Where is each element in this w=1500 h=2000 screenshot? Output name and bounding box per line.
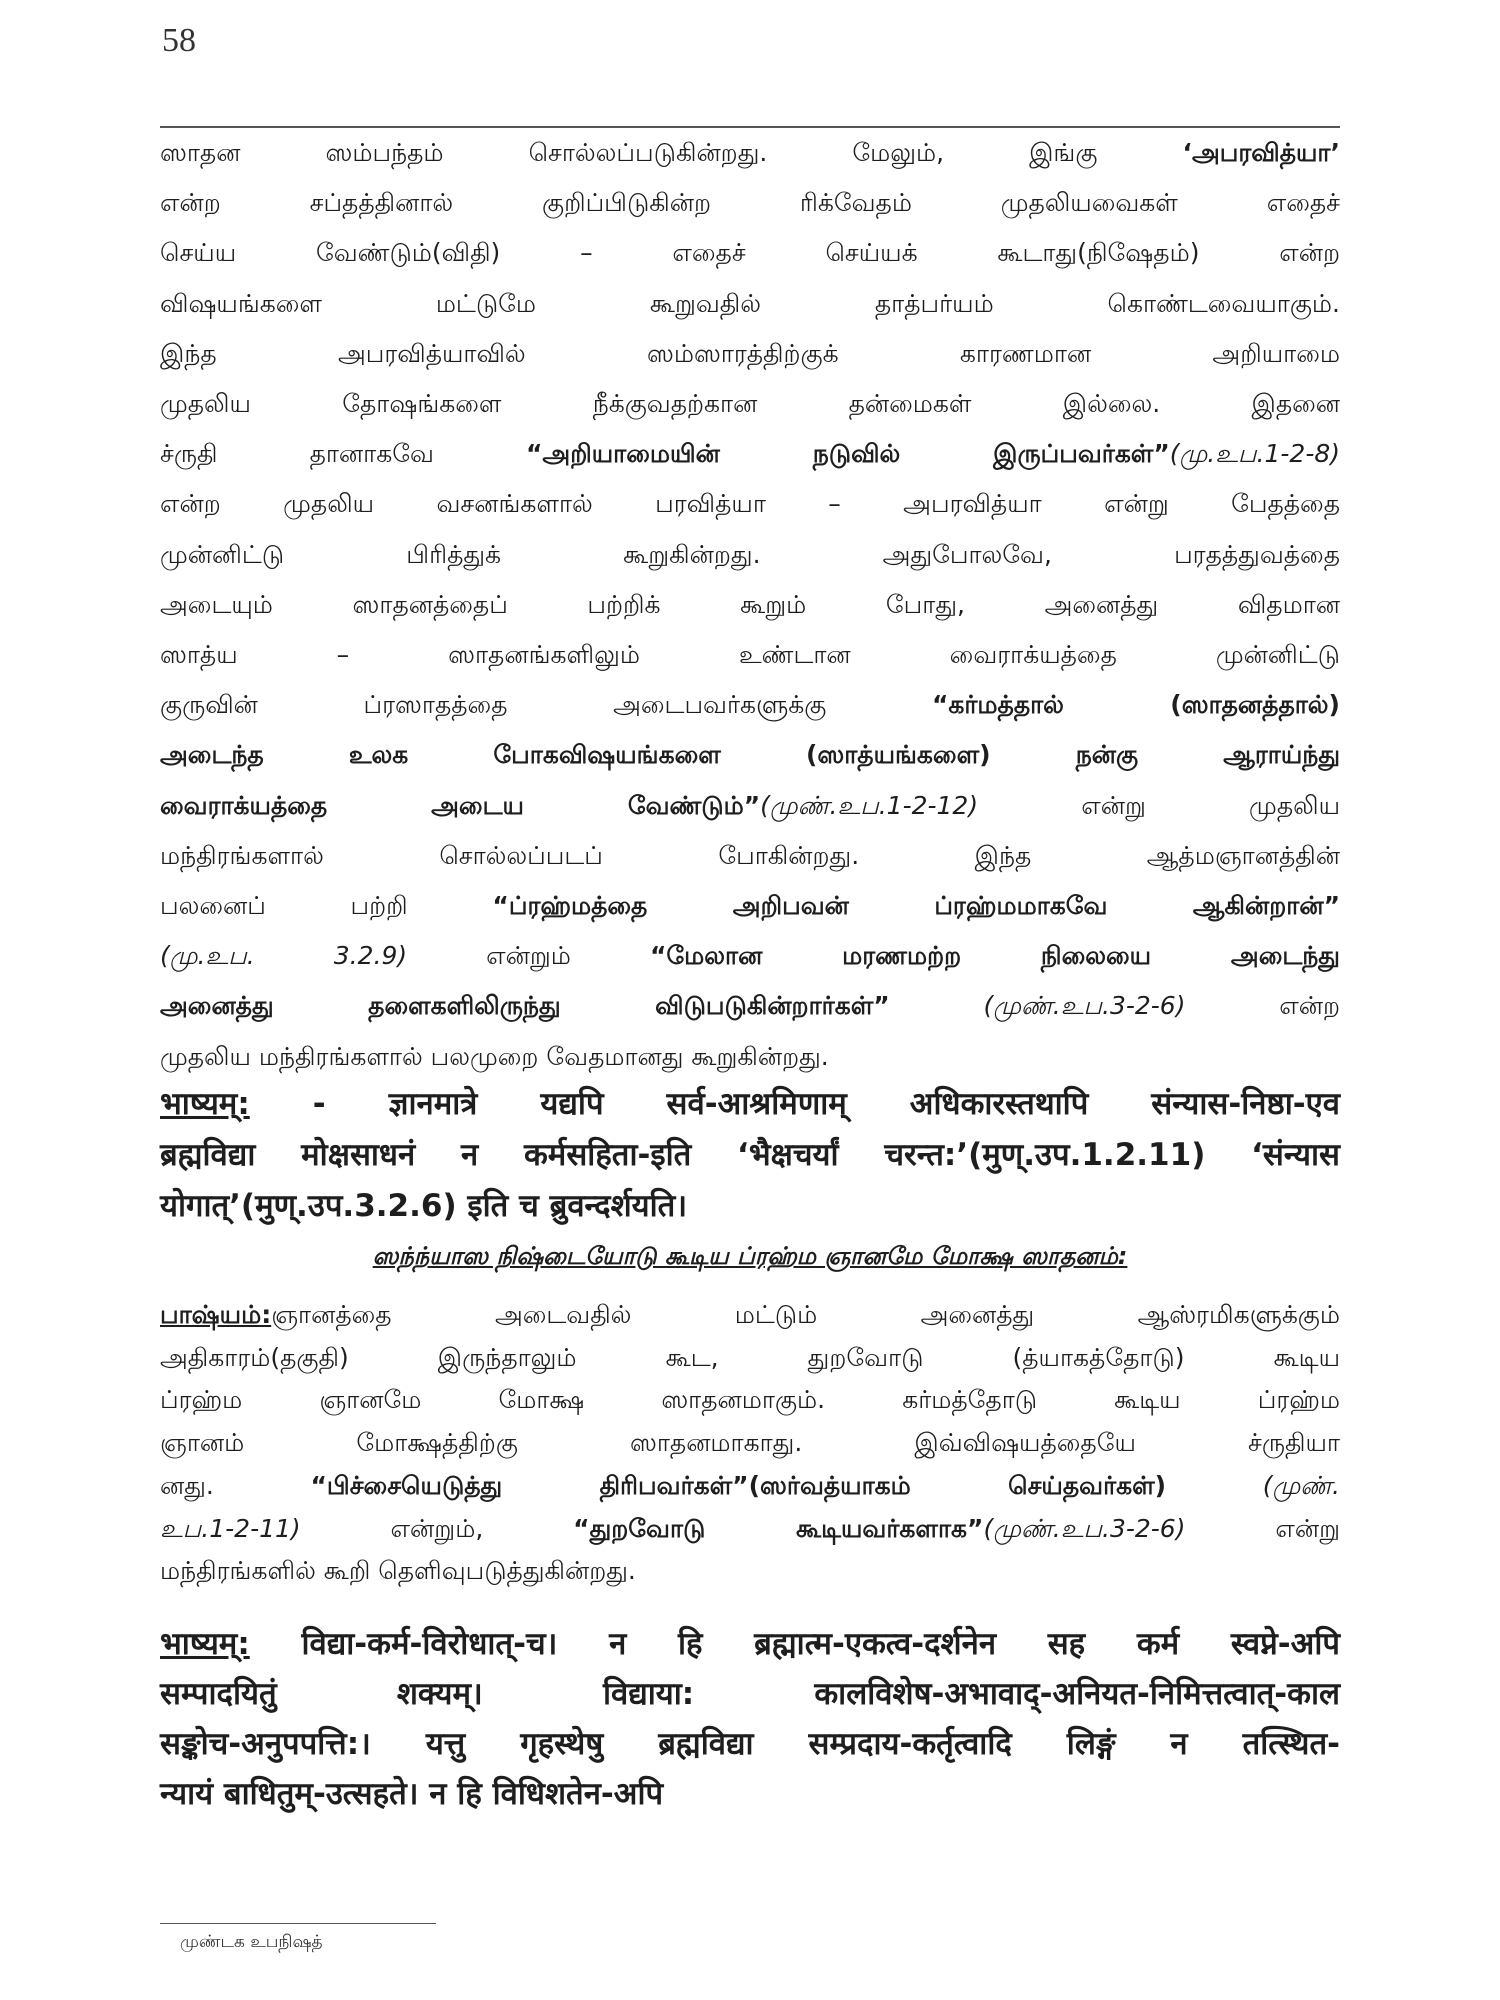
text-segment: இந்த அபரவித்யாவில் ஸம்ஸாரத்திற்குக் காரணமான அறியாமை (160, 338, 1340, 368)
text-segment: செய்ய வேண்டும்(விதி) – எதைச் செய்யக் கூடாது(நிஷேதம்) என்ற (160, 238, 1340, 268)
text-segment: सङ्कोच-अनुपपत्ति:। यत्तु गृहस्थेषु ब्रह्मविद्या सम्प्रदाय-कर्तृत्वादि लिङ्गं न तत्स्थित- (160, 1726, 1340, 1762)
text-line (160, 1082, 1340, 1124)
text-segment: सम्पादयितुं शक्यम्। विद्याया: कालविशेष-अभावाद्-अनियत-निमित्तत्वात्-काल (160, 1676, 1340, 1712)
text-segment: ப்ரஹ்ம ஞானமே மோக்ஷ ஸாதனமாகும். கர்மத்தோடு கூடிய ப்ரஹ்ம (160, 1385, 1340, 1415)
text-line (160, 891, 1340, 924)
text-segment: न्यायं बाधितुम्-उत्सहते। न हि विधिशतेन-अपि (160, 1776, 664, 1812)
bhashya-label: भाष्यम्: (160, 1086, 250, 1122)
text-segment: ஞானம் மோக்ஷத்திற்கு ஸாதனமாகாது. இவ்விஷயத்தையே ச்ருதியா (160, 1428, 1340, 1458)
text-segment: ச்ருதி தானாகவே (160, 439, 526, 469)
citation: (மு.உப.1-2-8) (1169, 439, 1340, 469)
quoted-text: “ப்ரஹ்மத்தை அறிபவன் ப்ரஹ்மமாகவே ஆகின்றான்” (492, 891, 1340, 920)
text-line (160, 1042, 1340, 1075)
text-segment: பலனைப் பற்றி (160, 891, 493, 920)
text-line (160, 238, 1340, 271)
text-segment: ஞானத்தை அடைவதில் மட்டும் அனைத்து ஆஸ்ரமிகளுக்கும் (271, 1300, 1340, 1329)
text-line (160, 991, 1340, 1024)
text-segment: என்றும், (300, 1513, 574, 1543)
text-line (160, 1514, 1340, 1547)
text-line (160, 590, 1340, 623)
citation: (மு.உப. 3.2.9) (160, 941, 408, 971)
text-line (160, 841, 1340, 874)
quoted-text: ‘அபரவித்யா’ (1182, 138, 1340, 167)
bhashya-label: பாஷ்யம்: (160, 1300, 272, 1329)
text-line (160, 640, 1340, 673)
text-segment: ஸாதன ஸம்பந்தம் சொல்லப்படுகின்றது. மேலும், இங்கு (160, 138, 1183, 167)
text-line (160, 188, 1340, 221)
footnote: முண்டக உபநிஷத் (180, 1932, 323, 1952)
quoted-text: “கர்மத்தால் (ஸாதனத்தால்) (931, 690, 1340, 720)
text-line (160, 1672, 1340, 1714)
text-line (160, 1385, 1340, 1418)
text-segment: - ज्ञानमात्रे यद्यपि सर्व-आश्रमिणाम् अधिकारस्तथापि संन्यास-निष्ठा-एव (249, 1086, 1340, 1122)
text-segment: மந்திரங்களால் சொல்லப்படப் போகின்றது. இந்த ஆத்மஞானத்தின் (160, 840, 1340, 870)
quoted-text: அனைத்து தளைகளிலிருந்து விடுபடுகின்றார்கள்” (160, 991, 890, 1021)
text-line (160, 389, 1340, 422)
text-segment: அதிகாரம்(தகுதி) இருந்தாலும் கூட, துறவோடு (த்யாகத்தோடு) கூடிய (160, 1342, 1340, 1372)
bhashya-label: भाष्यम्: (160, 1626, 250, 1662)
text-line (160, 1722, 1340, 1764)
text-segment: என்ற முதலிய வசனங்களால் பரவித்யா – அபரவித்யா என்று பேதத்தை (160, 489, 1340, 519)
text-line (160, 1343, 1340, 1376)
text-segment: என்று (1185, 1513, 1340, 1543)
text-line (160, 1556, 1340, 1589)
text-line (160, 740, 1340, 773)
text-line (160, 489, 1340, 522)
text-line (160, 1428, 1340, 1461)
quoted-text: அடைந்த உலக போகவிஷயங்களை (ஸாத்யங்களை) நன்கு ஆராய்ந்து (160, 740, 1340, 770)
text-line (160, 138, 1340, 171)
text-segment: முன்னிட்டு பிரித்துக் கூறுகின்றது. அதுபோலவே, பரதத்துவத்தை (160, 539, 1340, 569)
text-segment: योगात्’(मुण्.उप.3.2.6) इति च ब्रुवन्दर्शयति। (160, 1188, 688, 1224)
text-segment: என்று முதலிய (978, 790, 1340, 820)
citation: (முண்.உப.3-2-6) (983, 1513, 1186, 1543)
text-line (160, 540, 1340, 573)
quoted-text: வைராக்யத்தை அடைய வேண்டும்” (160, 790, 761, 820)
footnote-rule (160, 1923, 436, 1924)
quoted-text: “பிச்சையெடுத்து திரிபவர்கள்”(ஸர்வத்யாகம் செய்தவர்கள்) (310, 1470, 1167, 1500)
text-segment: னது. (160, 1470, 311, 1500)
text-line (160, 941, 1340, 974)
section-heading: ஸந்ந்யாஸ நிஷ்டையோடு கூடிய ப்ரஹ்ம ஞானமே மோக்ஷ ஸாதனம்: (372, 1242, 1128, 1270)
text-line (160, 690, 1340, 723)
text-line (160, 1622, 1340, 1664)
citation: (முண்.உப.3-2-6) (889, 991, 1186, 1021)
header-rule (160, 126, 1340, 128)
text-segment: விஷயங்களை மட்டுமே கூறுவதில் தாத்பர்யம் கொண்டவையாகும். (160, 288, 1340, 318)
text-segment: विद्या-कर्म-विरोधात्-च। न हि ब्रह्मात्म-एकत्व-दर्शनेन सह कर्म स्वप्ने-अपि (249, 1626, 1340, 1662)
citation: உப.1-2-11) (160, 1513, 301, 1543)
text-line (160, 791, 1340, 824)
text-segment: முதலிய தோஷங்களை நீக்குவதற்கான தன்மைகள் இல்லை. இதனை (160, 389, 1340, 418)
text-segment: என்றும் (407, 941, 650, 971)
text-line (160, 339, 1340, 372)
text-segment: குருவின் ப்ரஸாதத்தை அடைபவர்களுக்கு (160, 690, 932, 720)
citation: (முண்.உப.1-2-12) (760, 790, 979, 820)
text-line (160, 1184, 1340, 1226)
quoted-text: “துறவோடு கூடியவர்களாக” (573, 1513, 984, 1543)
text-line (160, 1772, 1340, 1814)
text-segment: என்ற (1185, 991, 1340, 1021)
text-line (160, 1300, 1340, 1333)
text-line (160, 289, 1340, 322)
text-segment: முதலிய மந்திரங்களால் பலமுறை வேதமானது கூறுகின்றது. (160, 1041, 829, 1071)
text-segment: அடையும் ஸாதனத்தைப் பற்றிக் கூறும் போது, அனைத்து விதமான (160, 589, 1340, 619)
text-segment: என்ற சப்தத்தினால் குறிப்பிடுகின்ற ரிக்வேதம் முதலியவைகள் எதைச் (160, 188, 1340, 218)
text-line (160, 439, 1340, 472)
text-segment: ஸாத்ய – ஸாதனங்களிலும் உண்டான வைராக்யத்தை முன்னிட்டு (160, 640, 1340, 669)
text-line (160, 1133, 1340, 1175)
page-number: 58 (162, 22, 196, 59)
quoted-text: “அறியாமையின் நடுவில் இருப்பவர்கள்” (526, 439, 1170, 469)
text-segment: ब्रह्मविद्या मोक्षसाधनं न कर्मसहिता-इति ‘भैक्षचर्यां चरन्त:’(मुण्.उप.1.2.11) ‘संन्यास (160, 1137, 1340, 1173)
text-line (160, 1471, 1340, 1504)
text-segment: மந்திரங்களில் கூறி தெளிவுபடுத்துகின்றது. (160, 1556, 636, 1586)
quoted-text: “மேலான மரணமற்ற நிலையை அடைந்து (649, 941, 1340, 971)
citation: (முண். (1166, 1470, 1340, 1500)
